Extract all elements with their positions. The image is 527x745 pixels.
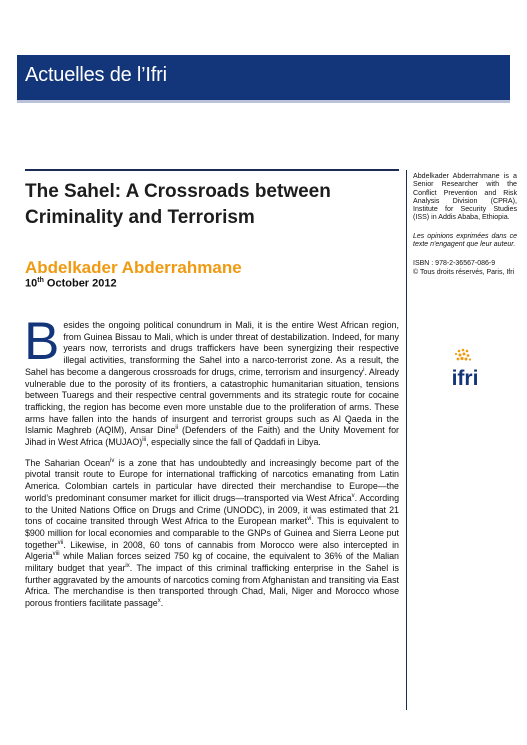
footnote-ref: iv (110, 457, 115, 464)
text-segment: while Malian forces seized 750 kg of cocaine, the equivalent to 36% of the Malian military budget that year (25, 551, 399, 574)
author-bio: Abdelkader Abderrahmane is a Senior Researcher with the Conflict Prevention and Risk Analysis Division (CPRA), Institute for Security Studies (ISS) in Addis Ababa, Ethiopia. (413, 172, 517, 222)
footnote-ref: ix (125, 563, 130, 570)
footnote-ref: vi (307, 516, 312, 523)
text-segment: , especially since the fall of Qaddafi in Libya. (146, 437, 321, 448)
series-title: Actuelles de l’Ifri (25, 64, 167, 86)
title-rule (25, 169, 399, 171)
footnote-ref: vii (57, 539, 64, 546)
text-segment: . Likewise, in 2008, 60 tons of cannabis from Morocco were also intercepted in Algeria (25, 539, 399, 562)
isbn: ISBN : 978-2-36567-086-9 (413, 260, 496, 268)
publication-date: 10th October 2012 (25, 277, 117, 290)
sidebar (413, 172, 517, 277)
logo-text: ifri (451, 367, 479, 390)
author-name: Abdelkader Abderrahmane (25, 258, 242, 277)
paragraph-1 (24, 312, 399, 449)
text-segment: . (160, 598, 164, 609)
disclaimer: Les opinions exprimées dans ce texte n'engagent que leur auteur. (413, 232, 517, 249)
drop-cap: B (24, 312, 60, 371)
text-segment: . This is equivalent to $900 million for local economies and comparable to the GNPs of Guinea and Sierra Leone put together (25, 516, 399, 550)
footnote-ref: v (351, 492, 355, 499)
footnote-ref: iii (142, 437, 147, 444)
footnote-ref: i (363, 366, 365, 373)
logo-dots-icon (455, 349, 471, 361)
text-segment: esides the ongoing political conundrum in Mali, it is the entire West African region, from Guinea Bissau to Mali, which is under threat of destabilization. Indeed, for many years now, terrorists and drugs traffickers have been synergizing their respective illegal activities, transforming the Sahel into a narco-terrorist zone. As a result, the Sahel has become a dangerous crossroads for drugs, crime, terrorism and insurgency (25, 320, 399, 377)
article-body (24, 312, 400, 610)
text-segment: . The impact of this criminal trafficking enterprise in the Sahel is further aggravated by the amounts of narcotics coming from Afghanistan and transiting via East Africa. The merchandise is then transported through Chad, Mali, Niger and Morocco whose porous frontiers facilitate passage (25, 563, 399, 609)
copyright: © Tous droits réservés, Paris, Ifri (413, 268, 515, 276)
text-segment: is a zone that has undoubtedly and increasingly become part of the pivotal transit route to Europe for international trafficking of narcotics emanating from Latin America. Colombian cartels in particular have directed their merchandise to Europe—the world’s predominant consumer market for illicit drugs—transported via West Africa (25, 457, 399, 503)
text-segment: (Defenders of the Faith) and the Unity Movement for Jihad in West Africa (MUJAO) (25, 425, 399, 448)
text-segment: . Already vulnerable due to the porosity of its frontiers, a catastrophic humanitarian situation, tensions between Tuaregs and their respective central governments and its strategic route for cocaine trafficking, the region has become even more unstable due to the proliferation of arms. These arms have fallen into the hands of insurgent and terrorist groups such as Al Qaeda in the Islamic Maghreb (AQIM), Ansar Dine (25, 366, 399, 436)
paragraph-1-text (24, 312, 399, 448)
text-segment: The Saharian Ocean (25, 457, 111, 468)
article-title: The Sahel: A Crossroads between Criminality and Terrorism (25, 181, 331, 228)
footnote-ref: viii (52, 551, 60, 558)
footnote-ref: x (157, 598, 161, 605)
ifri-logo (448, 348, 482, 396)
sidebar-rule (406, 170, 407, 710)
footnote-ref: ii (175, 425, 179, 432)
text-segment: . According to the United Nations Office on Drugs and Crime (UNODC), in 2009, it was estimated that 21 tons of cocaine transited through West Africa to the European market (25, 492, 400, 527)
paragraph-2 (25, 458, 399, 610)
series-banner (17, 55, 510, 100)
